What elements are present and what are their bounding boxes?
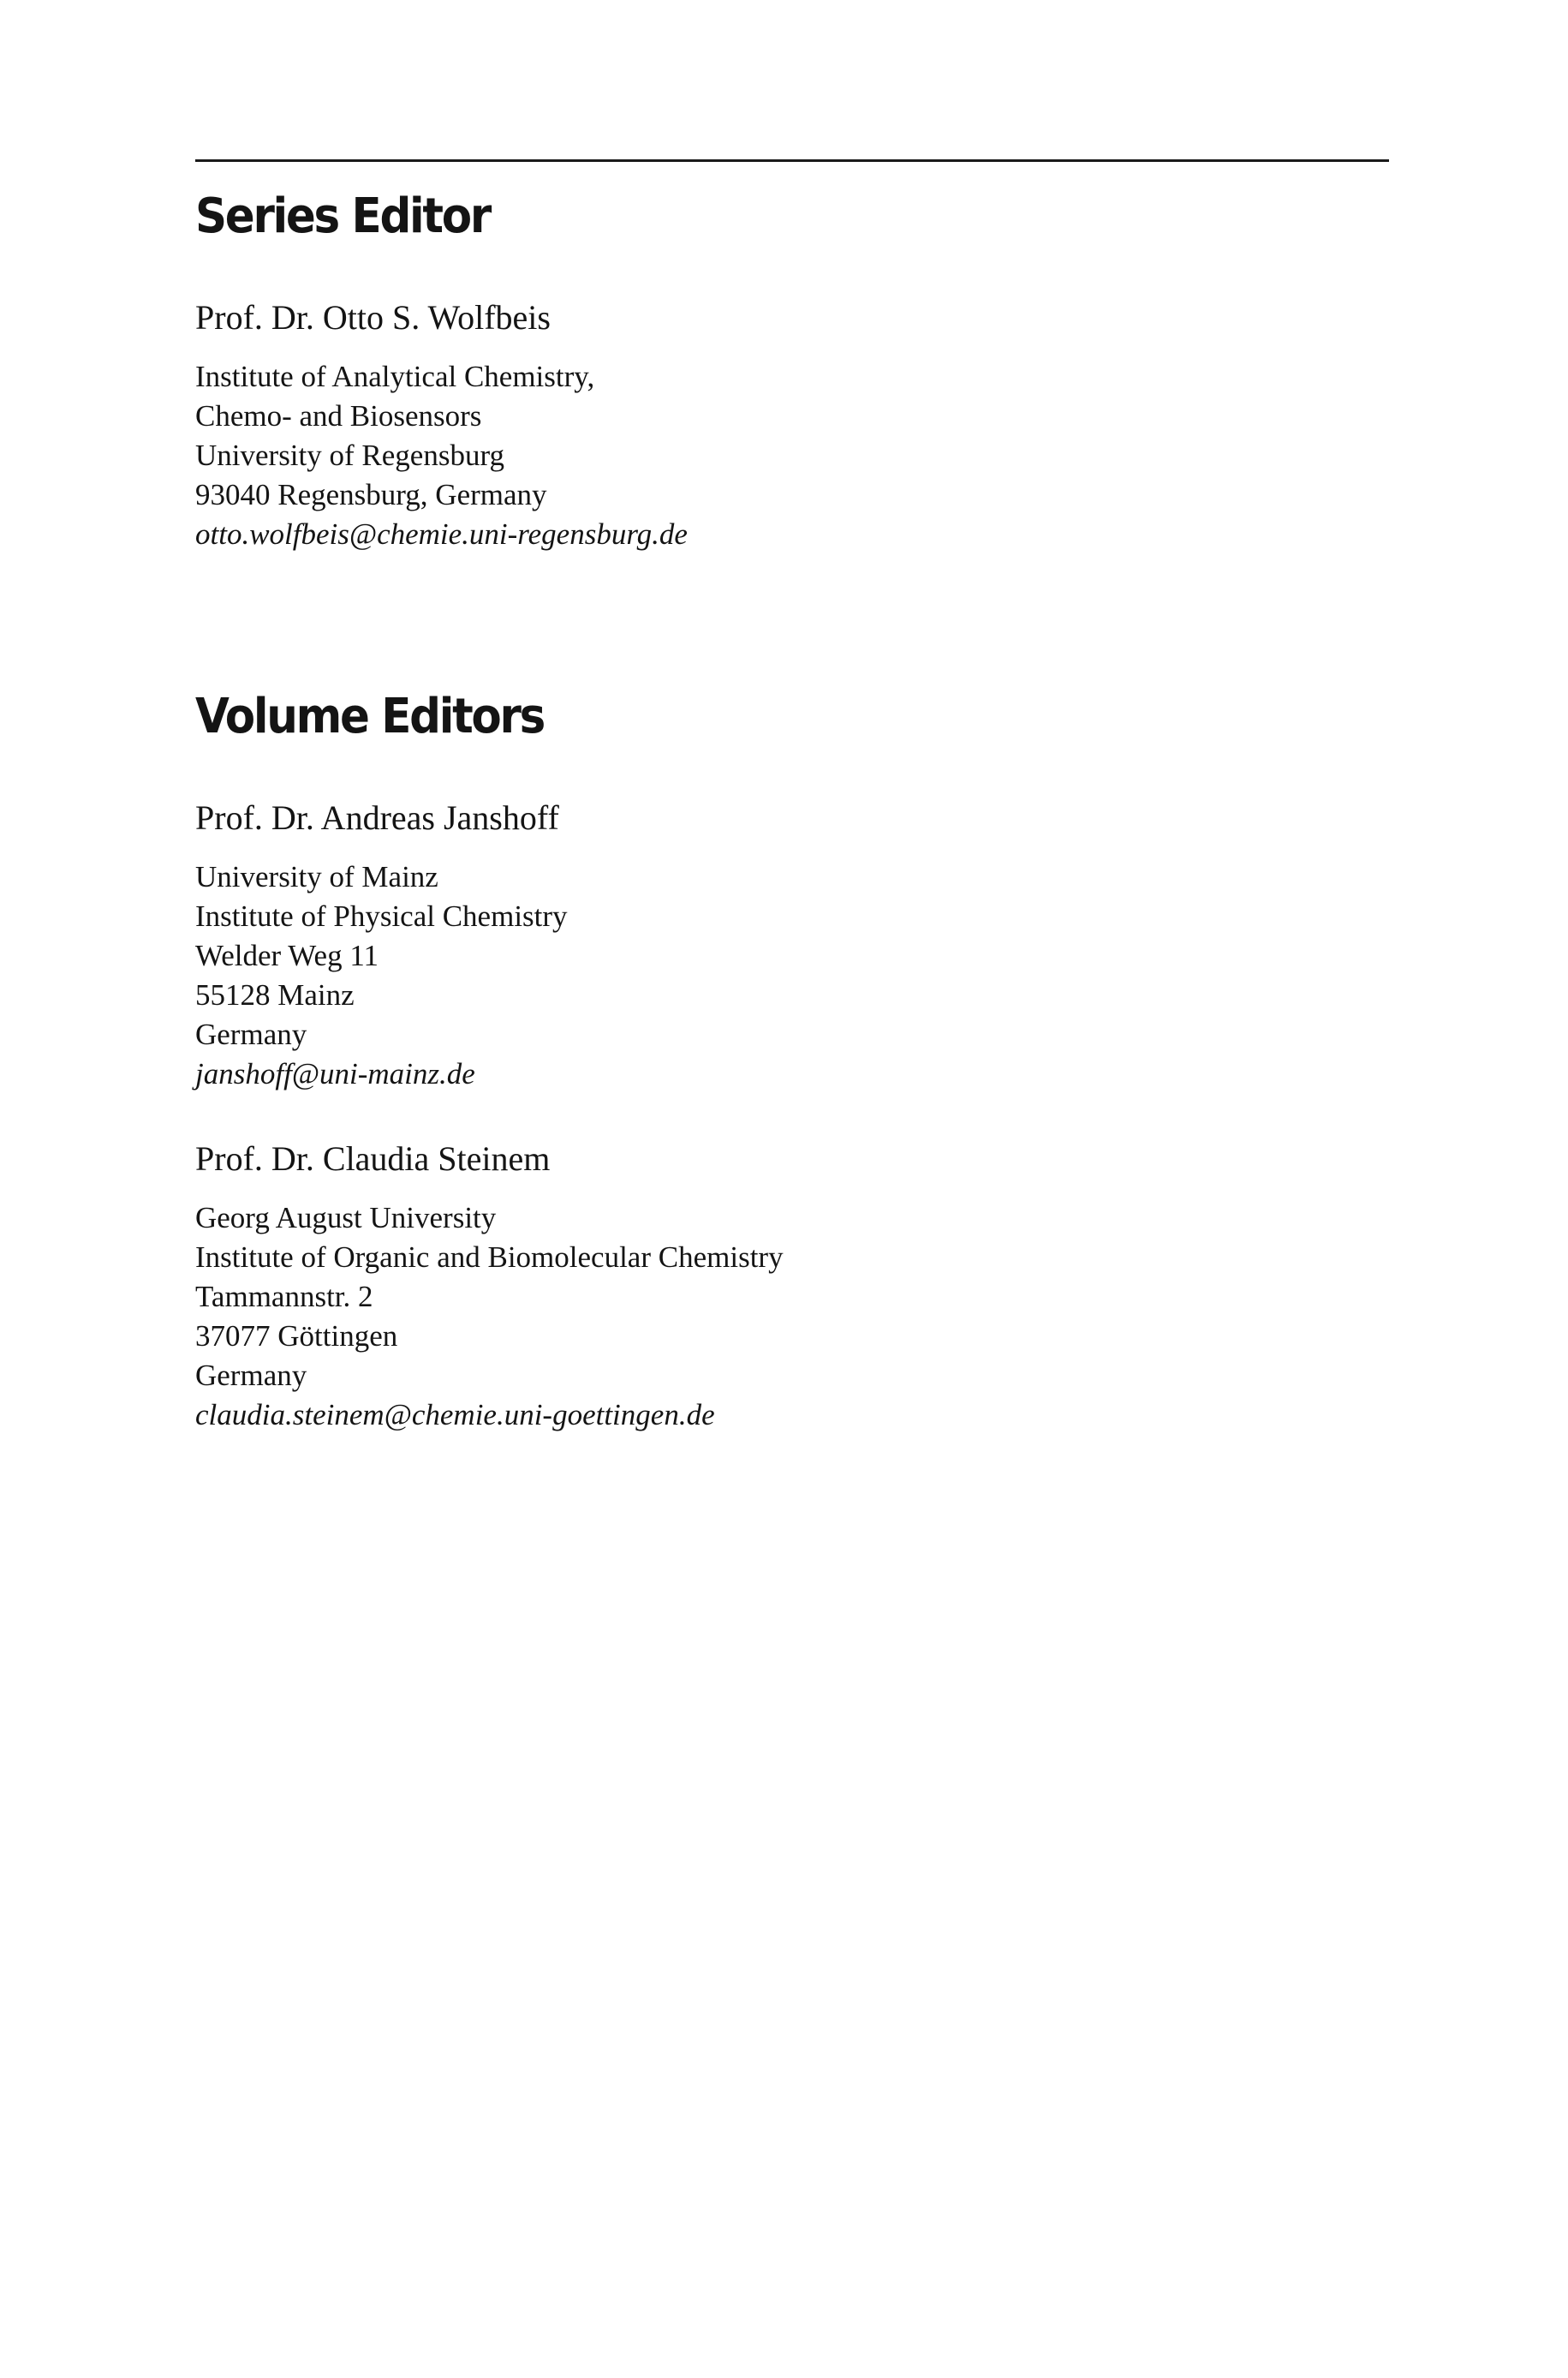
editor-name: Prof. Dr. Andreas Janshoff [195, 798, 559, 837]
address-line: Chemo- and Biosensors [195, 399, 482, 433]
page [195, 159, 1389, 1435]
address-line: Welder Weg 11 [195, 939, 379, 972]
address-line: Germany [195, 1018, 307, 1051]
series-editor-section [195, 188, 1389, 554]
address-line: Tammannstr. 2 [195, 1280, 373, 1313]
editor-name: Prof. Dr. Otto S. Wolfbeis [195, 298, 551, 337]
editor-email: claudia.steinem@chemie.uni-goettingen.de [195, 1398, 715, 1431]
address-line: University of Regensburg [195, 439, 504, 472]
address-line: University of Mainz [195, 860, 438, 893]
address-line: Institute of Physical Chemistry [195, 899, 568, 933]
address-line: 93040 Regensburg, Germany [195, 478, 547, 511]
address-line: 55128 Mainz [195, 978, 355, 1012]
volume-editors-section [195, 689, 1389, 1435]
editor-email: otto.wolfbeis@chemie.uni-regensburg.de [195, 517, 688, 551]
editor-name: Prof. Dr. Claudia Steinem [195, 1139, 551, 1178]
address-line: Germany [195, 1359, 307, 1392]
editor-email: janshoff@uni-mainz.de [195, 1057, 475, 1090]
address-line: Institute of Organic and Biomolecular Chemistry [195, 1240, 784, 1274]
editor-block-steinem [195, 1139, 1389, 1435]
series-editor-heading: Series Editor [195, 188, 490, 244]
address-line: 37077 Göttingen [195, 1319, 398, 1353]
address-line: Institute of Analytical Chemistry, [195, 360, 595, 393]
editor-block-wolfbeis [195, 298, 1389, 554]
volume-editors-heading: Volume Editors [195, 689, 544, 744]
address-line: Georg August University [195, 1201, 497, 1234]
editor-block-janshoff [195, 798, 1389, 1094]
top-rule [195, 159, 1389, 162]
